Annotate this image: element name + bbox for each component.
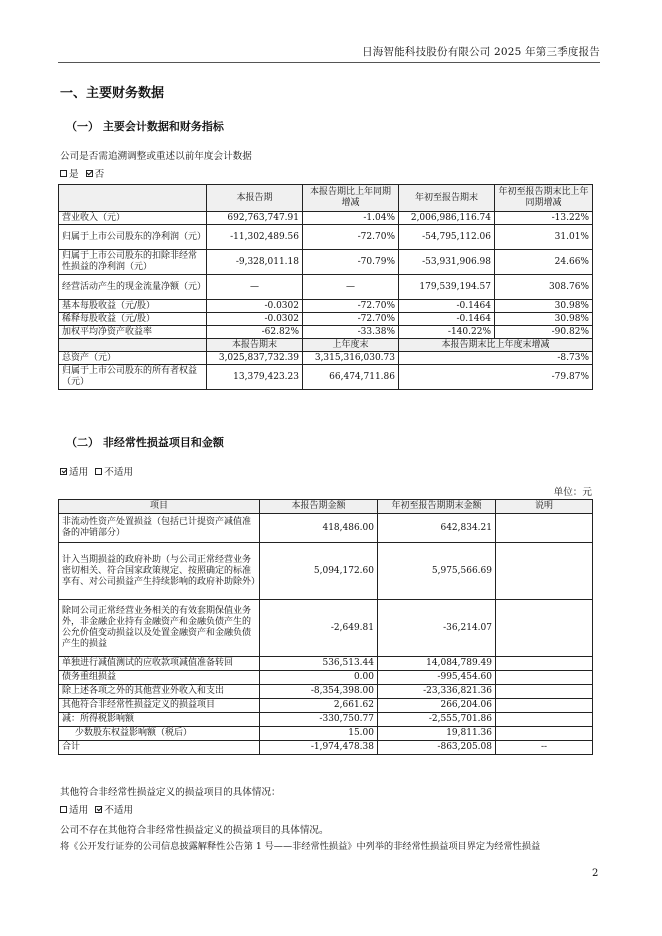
table-subheader-row [59,339,593,352]
table-row [59,365,593,390]
cell-value: -11,302,489.56 [207,225,303,250]
option-no-label: 否 [94,169,105,180]
cell-value: 19,811.36 [378,727,496,741]
cell-value: -72.70% [303,313,399,326]
cell-value [496,699,593,713]
header-cell: 本报告期金额 [260,500,378,514]
row-label: 营业收入（元） [59,212,207,225]
cell-value: -995,454.60 [378,671,496,685]
header-cell [59,339,207,352]
cell-value: -13.22% [495,212,593,225]
cell-value [496,671,593,685]
table-row [59,671,593,685]
cell-value: -1,974,478.38 [260,741,378,755]
row-label: 稀释每股收益（元/股） [59,313,207,326]
table-row [59,685,593,699]
table-row [59,727,593,741]
cell-value: -2,649.81 [260,600,378,657]
table-header-row [59,185,593,212]
cell-value: 308.76% [495,275,593,300]
cell-value: -8.73% [399,352,593,365]
cell-value: 5,975,566.69 [378,543,496,600]
table-total-row [59,741,593,755]
row-label: 总资产（元） [59,352,207,365]
cell-value: -330,750.77 [260,713,378,727]
cell-value: -53,931,906.98 [399,250,495,275]
cell-value: 13,379,423.23 [207,365,303,390]
cell-value: 418,486.00 [260,514,378,543]
option-apply-label: 适用 [69,805,89,816]
header-cell: 年初至报告期末比上年同期增减 [495,185,593,212]
cell-value [496,543,593,600]
header-cell: 年初至报告期末 [399,185,495,212]
cell-value [496,713,593,727]
cell-value: 2,661.62 [260,699,378,713]
checkbox-apply-checked[interactable] [60,468,67,475]
row-label: 少数股东权益影响额（税后） [59,727,260,741]
cell-value: 66,474,711.86 [303,365,399,390]
row-label: 其他符合非经常性损益定义的损益项目 [59,699,260,713]
checkbox-yes[interactable] [60,170,67,177]
row-label: 基本每股收益（元/股） [59,300,207,313]
classification-note: 将《公开发行证券的公司信息披露解释性公告第 1 号——非经常性损益》中列举的非经常性损益项目界定为经常性损益 [60,841,541,852]
cell-value: -- [496,741,593,755]
cell-value [496,727,593,741]
header-cell: 年初至报告期期末金额 [378,500,496,514]
subsection-title-2: （二） 非经常性损益项目和金额 [66,436,224,449]
table-row [59,313,593,326]
cell-value: 5,094,172.60 [260,543,378,600]
table-row [59,657,593,671]
non-recurring-items-table [58,499,593,755]
no-other-items-statement: 公司不存在其他符合非经常性损益定义的损益项目的具体情况。 [60,825,329,836]
row-label: 除上述各项之外的其他营业外收入和支出 [59,685,260,699]
header-cell: 本报告期末比上年度末增减 [399,339,593,352]
other-items-options [60,802,133,816]
table-row [59,600,593,657]
row-label: 单独进行减值测试的应收款项减值准备转回 [59,657,260,671]
restatement-options [60,166,104,180]
cell-value: 3,025,837,732.39 [207,352,303,365]
header-cell: 本报告期末 [207,339,303,352]
checkbox-not-apply-checked[interactable] [95,806,102,813]
row-label: 归属于上市公司股东的净利润（元） [59,225,207,250]
cell-value: 0.00 [260,671,378,685]
other-items-note: 其他符合非经常性损益定义的损益项目的具体情况： [60,787,281,798]
table-row [59,300,593,313]
row-label: 经营活动产生的现金流量净额（元） [59,275,207,300]
cell-value: -23,336,821.36 [378,685,496,699]
checkbox-no-checked[interactable] [86,170,93,177]
cell-value: 31.01% [495,225,593,250]
cell-value [496,657,593,671]
cell-value: — [303,275,399,300]
cell-value: -9,328,011.18 [207,250,303,275]
row-label: 债务重组损益 [59,671,260,685]
table-row [59,212,593,225]
section-title: 一、主要财务数据 [60,86,165,101]
cell-value: -54,795,112.06 [399,225,495,250]
subsection-title-1: （一） 主要会计数据和财务指标 [66,120,224,133]
cell-value: — [207,275,303,300]
header-cell: 上年度末 [303,339,399,352]
cell-value: -72.70% [303,300,399,313]
row-label: 归属于上市公司股东的扣除非经常性损益的净利润（元） [59,250,207,275]
table-row [59,326,593,339]
row-label: 非流动性资产处置损益（包括已计提资产减值准备的冲销部分） [59,514,260,543]
page-number: 2 [592,868,599,879]
cell-value: -79.87% [399,365,593,390]
cell-value: -1.04% [303,212,399,225]
table-row [59,699,593,713]
cell-value: -8,354,398.00 [260,685,378,699]
checkbox-not-apply[interactable] [95,468,102,475]
row-label: 合计 [59,741,260,755]
table-row [59,713,593,727]
option-apply-label: 适用 [69,467,89,478]
cell-value: 692,763,747.91 [207,212,303,225]
cell-value: -62.82% [207,326,303,339]
cell-value: -90.82% [495,326,593,339]
cell-value: -36,214.07 [378,600,496,657]
cell-value: 536,513.44 [260,657,378,671]
option-not-apply-label: 不适用 [104,467,134,478]
header-divider [58,62,600,63]
option-not-apply-label: 不适用 [104,805,134,816]
table-row [59,543,593,600]
header-cell [59,185,207,212]
cell-value: 179,539,194.57 [399,275,495,300]
cell-value: -140.22% [399,326,495,339]
cell-value: 3,315,316,030.73 [303,352,399,365]
cell-value: -0.0302 [207,300,303,313]
unit-label: 单位：元 [553,487,592,498]
cell-value [496,514,593,543]
apply-options [60,464,133,478]
cell-value: 15.00 [260,727,378,741]
header-cell: 本报告期 [207,185,303,212]
table-row [59,275,593,300]
cell-value: 30.98% [495,313,593,326]
cell-value: -72.70% [303,225,399,250]
header-cell: 本报告期比上年同期增减 [303,185,399,212]
cell-value: -0.1464 [399,300,495,313]
cell-value [496,600,593,657]
table-row [59,352,593,365]
cell-value: -0.0302 [207,313,303,326]
table-row [59,514,593,543]
key-financial-data-table [58,184,593,390]
cell-value: -70.79% [303,250,399,275]
cell-value: -2,555,701.86 [378,713,496,727]
report-header: 日海智能科技股份有限公司 2025 年第三季度报告 [362,46,600,58]
cell-value: 642,834.21 [378,514,496,543]
table-header-row [59,500,593,514]
row-label: 归属于上市公司股东的所有者权益（元） [59,365,207,390]
table-row [59,225,593,250]
cell-value: -0.1464 [399,313,495,326]
cell-value: 2,006,986,116.74 [399,212,495,225]
cell-value: 14,084,789.49 [378,657,496,671]
cell-value: -863,205.08 [378,741,496,755]
row-label: 计入当期损益的政府补助（与公司正常经营业务密切相关、符合国家政策规定、按照确定的标准享有、对公司损益产生持续影响的政府补助除外） [59,543,260,600]
cell-value: 24.66% [495,250,593,275]
header-cell: 项目 [59,500,260,514]
option-yes-label: 是 [69,169,79,180]
restatement-question: 公司是否需追溯调整或重述以前年度会计数据 [60,151,252,162]
row-label: 加权平均净资产收益率 [59,326,207,339]
row-label: 减：所得税影响额 [59,713,260,727]
table-row [59,250,593,275]
row-label: 除同公司正常经营业务相关的有效套期保值业务外，非金融企业持有金融资产和金融负债产生的公允价值变动损益以及处置金融资产和金融负债产生的损益 [59,600,260,657]
cell-value: 30.98% [495,300,593,313]
cell-value [496,685,593,699]
cell-value: -33.38% [303,326,399,339]
header-cell: 说明 [496,500,593,514]
cell-value: 266,204.06 [378,699,496,713]
checkbox-apply[interactable] [60,806,67,813]
